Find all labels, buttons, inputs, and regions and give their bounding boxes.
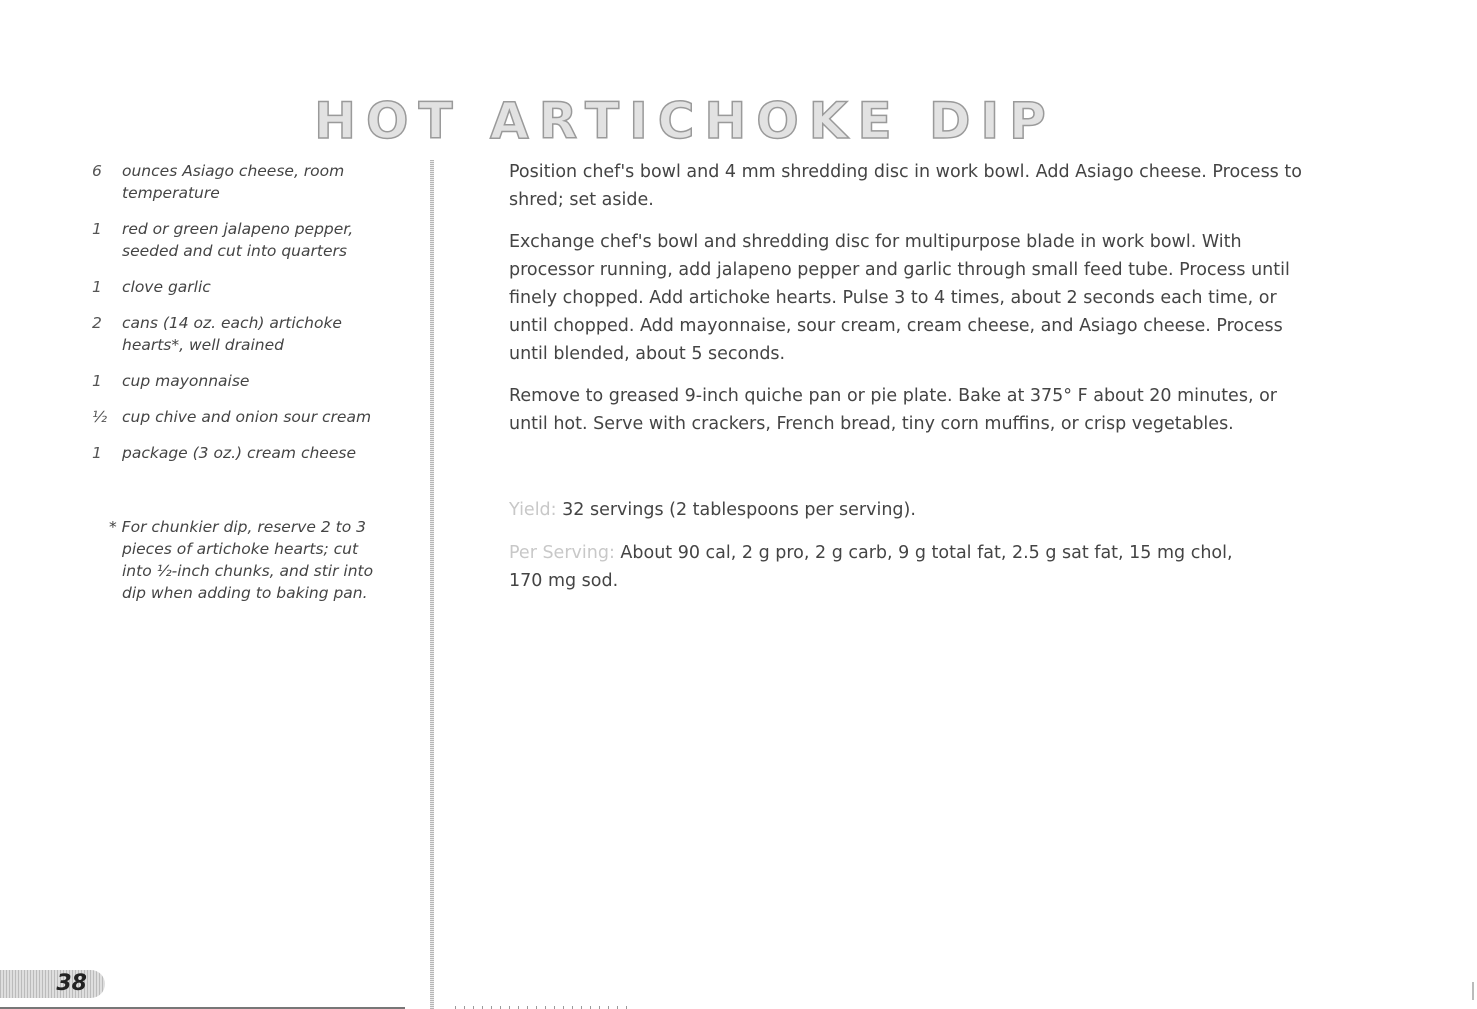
ingredient-item xyxy=(92,276,382,298)
ingredient-item xyxy=(92,218,382,262)
ingredient-quantity: 1 xyxy=(92,372,102,390)
footnote: * For chunkier dip, reserve 2 to 3 pieces of artichoke hearts; cut into ½-inch chunks, and stir into dip when adding to baking pan. xyxy=(109,518,374,602)
ingredient-item xyxy=(92,160,382,204)
direction-paragraph: Exchange chef's bowl and shredding disc for multipurpose blade in work bowl. With processor running, add jalapeno pepper and garlic through small feed tube. Process until finely chopped. Add artichoke hearts. Pulse 3 to 4 times, about 2 seconds each time, or until chopped. Add mayonnaise, sour cream, cream cheese, and Asiago cheese. Process until blended, about 5 seconds. xyxy=(509,232,1290,364)
ingredient-quantity: 6 xyxy=(92,162,102,180)
ingredient-quantity: 1 xyxy=(92,444,102,462)
page-number: 38 xyxy=(56,971,87,996)
directions xyxy=(509,158,1309,452)
ingredient-item xyxy=(92,406,382,428)
ingredient-text: package (3 oz.) cream cheese xyxy=(122,444,356,462)
column-divider xyxy=(430,160,434,1009)
ingredient-item xyxy=(92,370,382,392)
ingredient-list xyxy=(92,160,382,478)
direction-paragraph: Position chef's bowl and 4 mm shredding disc in work bowl. Add Asiago cheese. Process to shred; set aside. xyxy=(509,162,1302,210)
ingredient-item xyxy=(92,312,382,356)
ingredient-quantity: 1 xyxy=(92,220,102,238)
per-serving-label: Per Serving: xyxy=(509,543,615,563)
ingredient-text: clove garlic xyxy=(122,278,211,296)
per-serving-value: About 90 cal, 2 g pro, 2 g carb, 9 g total fat, 2.5 g sat fat, 15 mg chol, 170 mg sod. xyxy=(509,543,1233,591)
ingredient-quantity: 1 xyxy=(92,278,102,296)
ingredient-item xyxy=(92,442,382,464)
ingredient-text: cup mayonnaise xyxy=(122,372,250,390)
ingredient-text: ounces Asiago cheese, room temperature xyxy=(122,162,345,202)
ingredient-quantity: 2 xyxy=(92,314,102,332)
page-number-tab xyxy=(0,970,105,998)
per-serving-line xyxy=(509,539,1249,595)
ingredient-text: cup chive and onion sour cream xyxy=(122,408,372,426)
ingredient-text: cans (14 oz. each) artichoke hearts*, well drained xyxy=(122,314,342,354)
ingredient-text: red or green jalapeno pepper, seeded and cut into quarters xyxy=(122,220,354,260)
ingredient-quantity: ½ xyxy=(92,408,108,426)
recipe-title: HOT ARTICHOKE DIP xyxy=(314,91,1056,150)
yield-label: Yield: xyxy=(509,500,557,520)
yield-line xyxy=(509,496,1309,524)
yield-value: 32 servings (2 tablespoons per serving). xyxy=(562,500,916,520)
edge-mark xyxy=(1472,982,1474,1000)
direction-paragraph: Remove to greased 9-inch quiche pan or pie plate. Bake at 375° F about 20 minutes, or until hot. Serve with crackers, French bread, tiny corn muffins, or crisp vegetables. xyxy=(509,386,1277,434)
